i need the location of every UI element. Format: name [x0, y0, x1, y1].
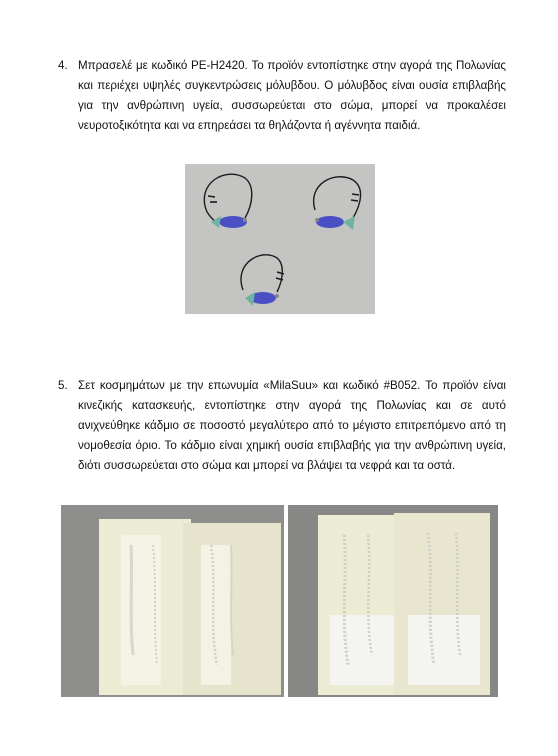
item-5-text: Σετ κοσμημάτων με την επωνυμία «MilaSuu» και κωδικό #B052. Το προϊόν είναι κινεζικής κατασκευής, εντοπίστηκε στην αγορά της Πολωνίας και σε αυτό ανιχνεύθηκε κάδμιο σε ποσοστό μεγαλύτερο από το μέγιστο επιτρεπόμενο από τη νομοθεσία όριο. Το κάδμιο είναι χημική ουσία επιβλαβής για την ανθρώπινη υγεία, διότι συσσωρεύεται στο σώμα και μπορεί να βλάψει τα νεφρά και τα οστά. — [78, 379, 506, 472]
bracelets-photo-image — [185, 164, 375, 314]
item-5-number: 5. — [58, 379, 68, 392]
item-4-text: Μπρασελέ με κωδικό PE-H2420. Το προϊόν εντοπίστηκε στην αγορά της Πολωνίας και περιέχει υψηλές συγκεντρώσεις μόλυβδου. Ο μόλυβδος είναι ουσία επιβλαβής για την ανθρώπινη υγεία, συσσωρεύεται στο σώμα, μπορεί να προκαλέσει νευροτοξικότητα και να επηρεάσει τα θηλάζοντα ή αγέννητα παιδιά. — [78, 59, 506, 132]
jewelry-set-photo-right-image — [288, 505, 498, 697]
jewelry-set-photo-right — [288, 505, 498, 697]
item-4-number: 4. — [58, 59, 68, 72]
jewelry-set-photo-left — [61, 505, 284, 697]
bracelets-photo — [185, 164, 375, 314]
item-5 — [58, 376, 506, 476]
item-4 — [58, 56, 506, 136]
jewelry-set-photo-left-image — [61, 505, 284, 697]
